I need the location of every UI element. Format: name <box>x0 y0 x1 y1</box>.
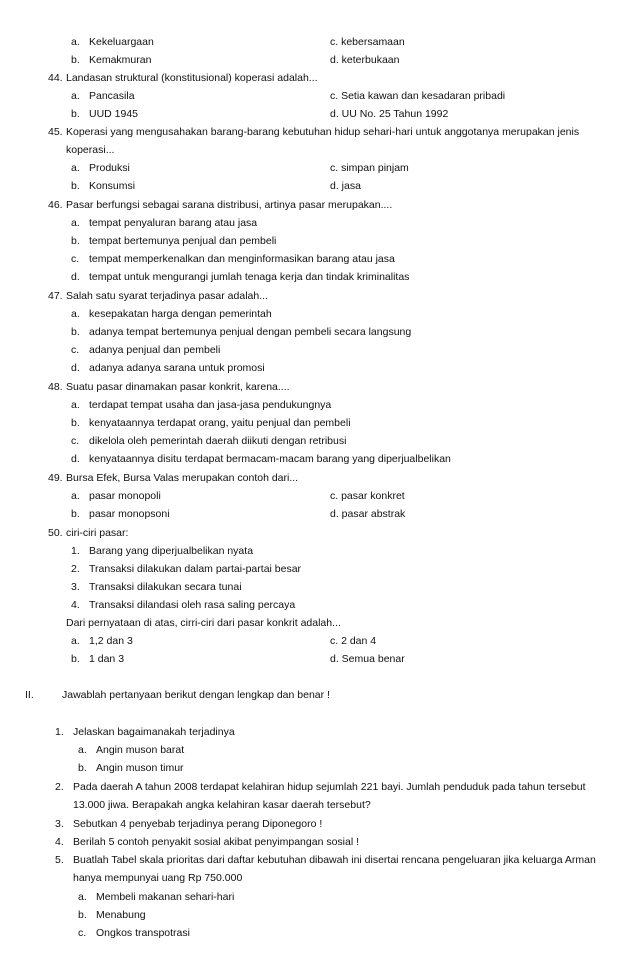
question-text: ciri-ciri pasar: <box>66 527 129 539</box>
question-number: 48. <box>48 381 63 393</box>
question-text: Sebutkan 4 penyebab terjadinya perang Diponegoro ! <box>73 818 323 830</box>
item-number: 1. <box>71 545 80 557</box>
section-heading <box>25 688 330 702</box>
option-letter: d. <box>71 362 80 374</box>
option-text: Produksi <box>89 162 130 174</box>
question-text: Bursa Efek, Bursa Valas merupakan contoh dari... <box>66 472 299 484</box>
option-b <box>71 507 170 521</box>
question-text: Pada daerah A tahun 2008 terdapat kelahiran hidup sejumlah 221 bayi. Jumlah penduduk pada tahun tersebut <box>73 781 586 793</box>
question-text: Buatlah Tabel skala prioritas dari daftar kebutuhan dibawah ini disertai rencana pengeluaran jika keluarga Arman <box>73 854 596 866</box>
sub-item-c <box>78 926 190 940</box>
option-text: kenyataannya disitu terdapat bermacam-macam barang yang diperjualbelikan <box>89 453 451 465</box>
option-text: Kemakmuran <box>89 54 152 66</box>
sub-item-text: Angin muson barat <box>96 744 185 756</box>
option-letter: a. <box>71 90 80 102</box>
question-prompt: Dari pernyataan di atas, cirri-ciri dari pasar konkrit adalah... <box>66 617 341 629</box>
option-letter: b. <box>71 235 80 247</box>
question-text-continued: 13.000 jiwa. Berapakah angka kelahiran kasar daerah tersebut? <box>73 799 371 811</box>
question-text: Landasan struktural (konstitusional) koperasi adalah... <box>66 72 318 84</box>
sub-item-text: Menabung <box>96 909 146 921</box>
option-c: c. simpan pinjam <box>330 162 409 174</box>
option-text: tempat untuk mengurangi jumlah tenaga kerja dan tindak kriminalitas <box>89 271 410 283</box>
option-c: c. kebersamaan <box>330 36 405 48</box>
option-text: UUD 1945 <box>89 108 139 120</box>
option-text: Pancasila <box>89 90 135 102</box>
essay-question-5 <box>55 853 596 867</box>
option-d: d. jasa <box>330 180 361 192</box>
option-letter: c. <box>71 435 80 447</box>
option-text: adanya penjual dan pembeli <box>89 344 221 356</box>
question-number: 45. <box>48 126 63 138</box>
option-letter: b. <box>71 417 80 429</box>
option-c <box>71 252 395 266</box>
question-text-continued: koperasi... <box>66 144 115 156</box>
question-47 <box>48 289 268 303</box>
question-46 <box>48 198 392 212</box>
option-text: tempat memperkenalkan dan menginformasikan barang atau jasa <box>89 253 395 265</box>
option-b <box>71 179 135 193</box>
list-item <box>71 544 253 558</box>
section-number: II. <box>25 689 34 701</box>
sub-item-b <box>78 761 184 775</box>
question-number: 3. <box>55 818 64 830</box>
option-b <box>71 107 138 121</box>
option-letter: b. <box>71 326 80 338</box>
question-number: 2. <box>55 781 64 793</box>
option-letter: a. <box>71 217 80 229</box>
question-50 <box>48 526 128 540</box>
option-text: 1 dan 3 <box>89 653 125 665</box>
option-text: 1,2 dan 3 <box>89 635 133 647</box>
option-text: pasar monopoli <box>89 490 161 502</box>
question-44 <box>48 71 318 85</box>
question-45 <box>48 125 579 139</box>
sub-item-letter: b. <box>78 909 87 921</box>
sub-item-a <box>78 890 234 904</box>
sub-item-text: Angin muson timur <box>96 762 184 774</box>
option-text: adanya tempat bertemunya penjual dengan pembeli secara langsung <box>89 326 412 338</box>
option-letter: b. <box>71 653 80 665</box>
option-d: d. pasar abstrak <box>330 508 406 520</box>
sub-item-a <box>78 743 184 757</box>
item-text: Barang yang diperjualbelikan nyata <box>89 545 254 557</box>
essay-question-2 <box>55 780 586 794</box>
option-b <box>71 234 276 248</box>
option-d <box>71 270 409 284</box>
option-letter: b. <box>71 108 80 120</box>
essay-question-4 <box>55 835 359 849</box>
option-b <box>71 416 351 430</box>
option-a <box>71 634 133 648</box>
question-49 <box>48 471 298 485</box>
sub-item-letter: a. <box>78 744 87 756</box>
option-a <box>71 489 161 503</box>
option-text: Kekeluargaan <box>89 36 154 48</box>
option-letter: b. <box>71 180 80 192</box>
essay-question-1 <box>55 725 235 739</box>
option-letter: c. <box>71 344 80 356</box>
option-c <box>71 343 220 357</box>
option-text: pasar monopsoni <box>89 508 170 520</box>
item-text: Transaksi dilandasi oleh rasa saling percaya <box>89 599 296 611</box>
question-number: 47. <box>48 290 63 302</box>
option-text: tempat bertemunya penjual dan pembeli <box>89 235 277 247</box>
sub-item-letter: c. <box>78 927 87 939</box>
question-number: 46. <box>48 199 63 211</box>
option-letter: a. <box>71 36 80 48</box>
option-c <box>71 434 346 448</box>
option-text: terdapat tempat usaha dan jasa-jasa pendukungnya <box>89 399 332 411</box>
question-number: 4. <box>55 836 64 848</box>
question-48 <box>48 380 290 394</box>
option-c: c. 2 dan 4 <box>330 635 377 647</box>
question-number: 49. <box>48 472 63 484</box>
option-a <box>71 398 331 412</box>
option-letter: d. <box>71 271 80 283</box>
question-text: Koperasi yang mengusahakan barang-barang kebutuhan hidup sehari-hari untuk anggotanya merupakan jenis <box>66 126 580 138</box>
list-item <box>71 580 242 594</box>
item-number: 2. <box>71 563 80 575</box>
option-d: d. Semua benar <box>330 653 405 665</box>
question-number: 5. <box>55 854 64 866</box>
item-number: 3. <box>71 581 80 593</box>
option-letter: d. <box>71 453 80 465</box>
sub-item-text: Membeli makanan sehari-hari <box>96 891 235 903</box>
essay-question-3 <box>55 817 322 831</box>
question-text: Berilah 5 contoh penyakit sosial akibat penyimpangan sosial ! <box>73 836 360 848</box>
question-text-continued: hanya mempunyai uang Rp 750.000 <box>73 872 243 884</box>
list-item <box>71 562 301 576</box>
list-item <box>71 598 295 612</box>
option-letter: b. <box>71 508 80 520</box>
section-title: Jawablah pertanyaan berikut dengan lengkap dan benar ! <box>62 689 330 701</box>
item-number: 4. <box>71 599 80 611</box>
option-text: Konsumsi <box>89 180 136 192</box>
option-d <box>71 452 451 466</box>
option-text: tempat penyaluran barang atau jasa <box>89 217 258 229</box>
option-b <box>71 325 411 339</box>
sub-item-b <box>78 908 146 922</box>
option-d: d. UU No. 25 Tahun 1992 <box>330 108 449 120</box>
option-a <box>71 161 130 175</box>
option-text: dikelola oleh pemerintah daerah diikuti dengan retribusi <box>89 435 347 447</box>
option-letter: a. <box>71 490 80 502</box>
option-letter: b. <box>71 54 80 66</box>
option-a <box>71 307 272 321</box>
item-text: Transaksi dilakukan dalam partai-partai besar <box>89 563 302 575</box>
option-d: d. keterbukaan <box>330 54 400 66</box>
option-a <box>71 216 257 230</box>
question-number: 50. <box>48 527 63 539</box>
option-text: adanya adanya sarana untuk promosi <box>89 362 265 374</box>
sub-item-letter: a. <box>78 891 87 903</box>
option-a <box>71 89 135 103</box>
item-text: Transaksi dilakukan secara tunai <box>89 581 242 593</box>
option-letter: a. <box>71 399 80 411</box>
sub-item-letter: b. <box>78 762 87 774</box>
option-b <box>71 53 151 67</box>
question-text: Salah satu syarat terjadinya pasar adalah... <box>66 290 268 302</box>
option-letter: a. <box>71 162 80 174</box>
option-letter: c. <box>71 253 80 265</box>
option-letter: a. <box>71 308 80 320</box>
option-text: kenyataannya terdapat orang, yaitu penjual dan pembeli <box>89 417 351 429</box>
question-text: Suatu pasar dinamakan pasar konkrit, karena.... <box>66 381 290 393</box>
option-c: c. Setia kawan dan kesadaran pribadi <box>330 90 506 102</box>
option-b <box>71 652 124 666</box>
option-c: c. pasar konkret <box>330 490 405 502</box>
option-a <box>71 35 154 49</box>
option-letter: a. <box>71 635 80 647</box>
sub-item-text: Ongkos transpotrasi <box>96 927 190 939</box>
question-text: Jelaskan bagaimanakah terjadinya <box>73 726 235 738</box>
option-text: kesepakatan harga dengan pemerintah <box>89 308 272 320</box>
question-number: 1. <box>55 726 64 738</box>
question-number: 44. <box>48 72 63 84</box>
question-text: Pasar berfungsi sebagai sarana distribusi, artinya pasar merupakan.... <box>66 199 393 211</box>
option-d <box>71 361 265 375</box>
